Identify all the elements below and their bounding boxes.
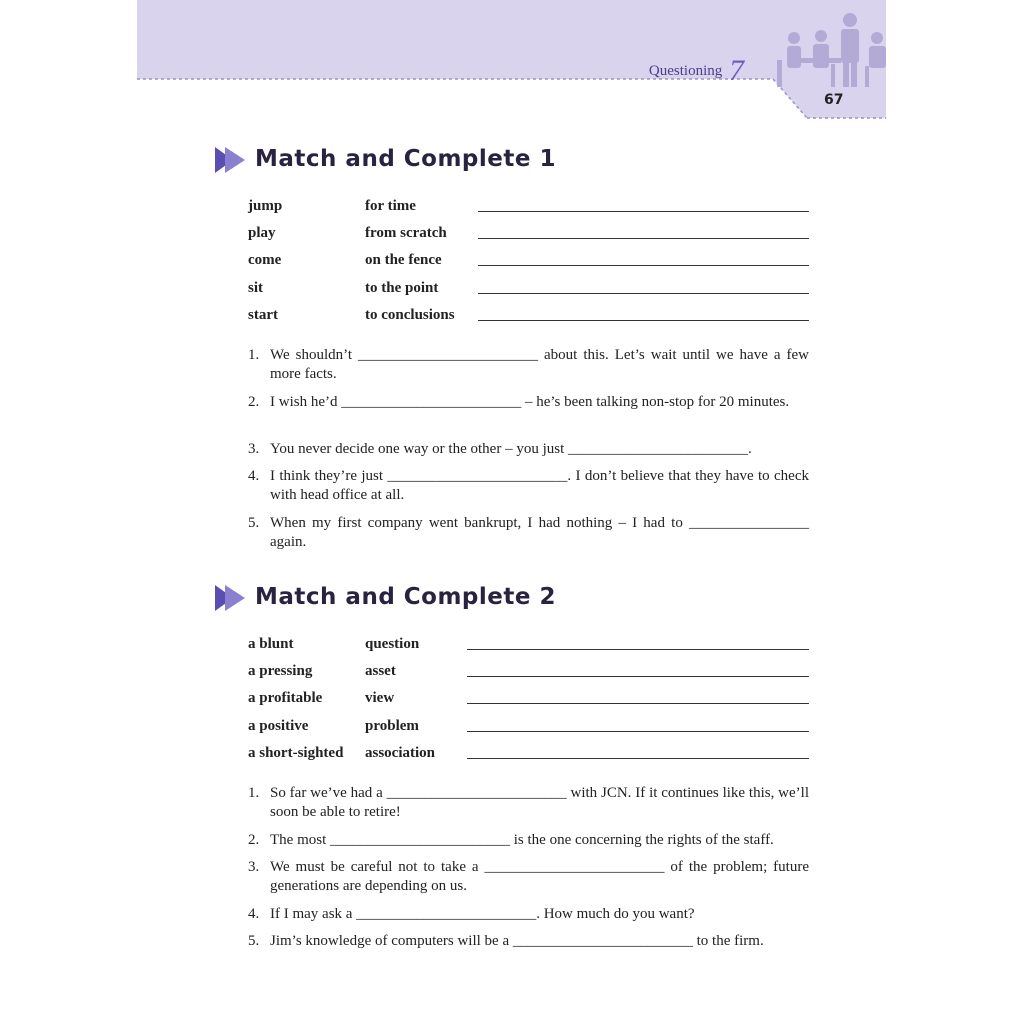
pair-left: come (248, 252, 282, 268)
pair-left: jump (248, 198, 283, 214)
pair-right: asset (365, 663, 396, 679)
sentence-number: 4. (248, 468, 260, 484)
sentence-number: 3. (248, 859, 260, 875)
pair-right: to conclusions (365, 307, 455, 323)
sentence-text: I think they’re just ________________________. I don’t believe that they have to check with head office at all. (270, 468, 809, 503)
pair-right: problem (365, 718, 419, 734)
answer-line[interactable] (478, 238, 809, 239)
pair-left: sit (248, 280, 263, 296)
sentence-text: I wish he’d ________________________ – he’s been talking non-stop for 20 minutes. (270, 394, 790, 410)
pair-row (248, 252, 809, 272)
sentence-text: You never decide one way or the other – you just ________________________. (270, 441, 752, 457)
pair-row (248, 280, 809, 300)
sentence-number: 4. (248, 906, 260, 922)
pair-right: view (365, 690, 395, 706)
pair-right: association (365, 745, 436, 761)
header-band (137, 0, 886, 120)
answer-line[interactable] (467, 703, 809, 704)
answer-line[interactable] (467, 649, 809, 650)
answer-line[interactable] (478, 265, 809, 266)
answer-line[interactable] (478, 293, 809, 294)
sentence-number: 5. (248, 515, 260, 531)
chapter-title: Questioning (648, 63, 723, 79)
page-number: 67 (824, 92, 844, 108)
sentence-number: 1. (248, 785, 260, 801)
sentence-number: 2. (248, 394, 260, 410)
section-arrow-icon (215, 147, 251, 173)
sentence-text: We must be careful not to take a ________________________ of the problem; future generations are depending on us. (270, 859, 809, 894)
pair-right: from scratch (365, 225, 447, 241)
sentence-number: 1. (248, 347, 260, 363)
sentence-text: Jim’s knowledge of computers will be a ________________________ to the firm. (270, 933, 764, 949)
pair-row (248, 225, 809, 245)
sentence-text: When my first company went bankrupt, I had nothing – I had to ________________ again. (270, 515, 809, 550)
pair-left: a profitable (248, 690, 323, 706)
sentence-number: 2. (248, 832, 260, 848)
pair-left: play (248, 225, 276, 241)
pair-left: a pressing (248, 663, 313, 679)
section2-title: Match and Complete 2 (255, 584, 556, 610)
chapter-number: 7 (729, 54, 744, 87)
sentence-number: 3. (248, 441, 260, 457)
sentence-text: We shouldn’t ________________________ about this. Let’s wait until we have a few more facts. (270, 347, 809, 382)
answer-line[interactable] (467, 676, 809, 677)
pair-left: a blunt (248, 636, 294, 652)
pair-left: start (248, 307, 278, 323)
sentence-number: 5. (248, 933, 260, 949)
pair-row (248, 745, 809, 765)
sentence-text: The most ________________________ is the one concerning the rights of the staff. (270, 832, 774, 848)
sentence-text: So far we’ve had a ________________________ with JCN. If it continues like this, we’ll soon be able to retire! (270, 785, 809, 820)
answer-line[interactable] (467, 731, 809, 732)
pair-row (248, 718, 809, 738)
pair-row (248, 663, 809, 683)
answer-line[interactable] (467, 758, 809, 759)
pair-right: to the point (365, 280, 439, 296)
sentence-text: If I may ask a ________________________. How much do you want? (270, 906, 695, 922)
pair-row (248, 198, 809, 218)
pair-row (248, 636, 809, 656)
page-header (137, 0, 886, 120)
pair-left: a short-sighted (248, 745, 344, 761)
chapter-label (649, 54, 744, 88)
pair-left: a positive (248, 718, 309, 734)
section-arrow-icon (215, 585, 251, 611)
answer-line[interactable] (478, 211, 809, 212)
answer-line[interactable] (478, 320, 809, 321)
pair-right: for time (365, 198, 416, 214)
workbook-page (137, 0, 886, 1024)
section1-title: Match and Complete 1 (255, 146, 556, 172)
pair-right: question (365, 636, 420, 652)
pair-row (248, 690, 809, 710)
pair-row (248, 307, 809, 327)
pair-right: on the fence (365, 252, 442, 268)
